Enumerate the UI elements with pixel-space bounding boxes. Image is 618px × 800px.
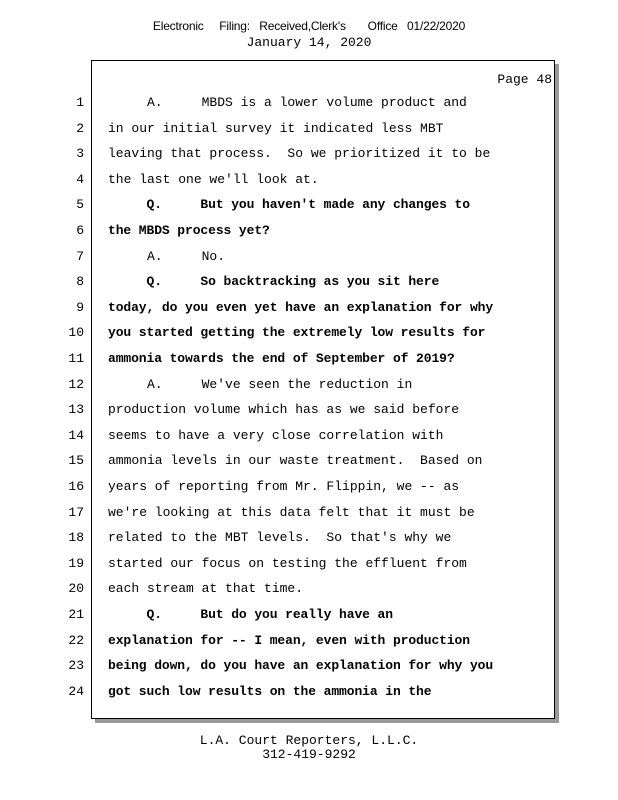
line-number: 4 [76,171,84,187]
transcript-line [0,682,618,702]
line-number: 22 [68,632,84,648]
line-text: in our initial survey it indicated less MBT [108,120,444,136]
line-text: related to the MBT levels. So that's why we [108,530,452,546]
transcript-line [0,195,618,215]
transcript-line [0,272,618,292]
line-text: the last one we'll look at. [108,171,319,187]
line-text: years of reporting from Mr. Flippin, we -- as [108,479,460,494]
line-text: got such low results on the ammonia in the [108,683,432,699]
line-text: started our focus on testing the effluent from [108,555,467,571]
line-number: 1 [76,95,84,110]
line-text: we're looking at this data felt that it must be [108,504,475,520]
line-text: today, do you even yet have an explanation for why [108,299,494,315]
line-text: ammonia levels in our waste treatment. Based on [108,453,483,469]
line-text: A. MBDS is a lower volume product and [108,95,467,110]
line-text: ammonia towards the end of September of 2019? [108,351,455,366]
line-number: 7 [76,248,84,264]
transcript-line [0,426,618,446]
transcript-line [0,554,618,574]
line-number: 17 [68,504,84,520]
transcript-line [0,119,618,139]
transcript-line [0,400,618,420]
transcript-line [0,323,618,343]
page-number: Page 48 [497,72,552,87]
line-number: 18 [68,530,84,546]
line-number: 12 [68,376,84,392]
transcript-line [0,298,618,318]
reporter-phone: 312-419-9292 [262,747,356,762]
transcript-line [0,503,618,523]
transcript-line [0,605,618,625]
line-number: 24 [68,683,84,699]
transcript-line [0,631,618,651]
line-number: 9 [76,299,84,315]
line-number: 6 [76,223,84,238]
line-text: production volume which has as we said before [108,402,460,418]
transcript-line [0,528,618,548]
reporter-company: L.A. Court Reporters, L.L.C. [199,733,419,748]
line-text: seems to have a very close correlation with [108,427,444,443]
transcript-line [0,579,618,599]
transcript-line [0,451,618,471]
line-text: Q. But you haven't made any changes to [108,197,470,213]
line-number: 21 [68,607,84,622]
line-text: being down, do you have an explanation for why you [108,658,494,674]
line-number: 23 [68,658,84,674]
transcript-line [0,93,618,113]
line-text: Q. But do you really have an [108,607,393,622]
line-text: each stream at that time. [108,581,304,597]
line-text: A. We've seen the reduction in [108,376,413,392]
electronic-filing-stamp: Electronic Filing: Received,Clerk's Office 01/22/2020 [152,19,466,33]
line-text: A. No. [108,248,226,264]
deposition-date: January 14, 2020 [246,35,372,50]
transcript-line [0,144,618,164]
line-text: leaving that process. So we prioritized it to be [108,146,491,162]
line-number: 3 [76,146,84,162]
line-number: 5 [76,197,84,213]
line-number: 11 [68,351,84,366]
transcript-line [0,375,618,395]
transcript-line [0,170,618,190]
line-number: 20 [68,581,84,597]
line-number: 16 [68,479,84,494]
transcript-line [0,247,618,267]
line-text: explanation for -- I mean, even with production [108,632,470,648]
line-text: Q. So backtracking as you sit here [108,274,440,290]
line-text: the MBDS process yet? [108,223,270,238]
line-number: 13 [68,402,84,418]
line-number: 2 [76,120,84,136]
transcript-line [0,349,618,369]
line-number: 19 [68,555,84,571]
line-text: you started getting the extremely low results for [108,325,486,341]
transcript-line [0,477,618,497]
line-number: 8 [76,274,84,290]
line-number: 14 [68,427,84,443]
line-number: 15 [68,453,84,469]
transcript-line [0,221,618,241]
transcript-line [0,656,618,676]
line-number: 10 [68,325,84,341]
